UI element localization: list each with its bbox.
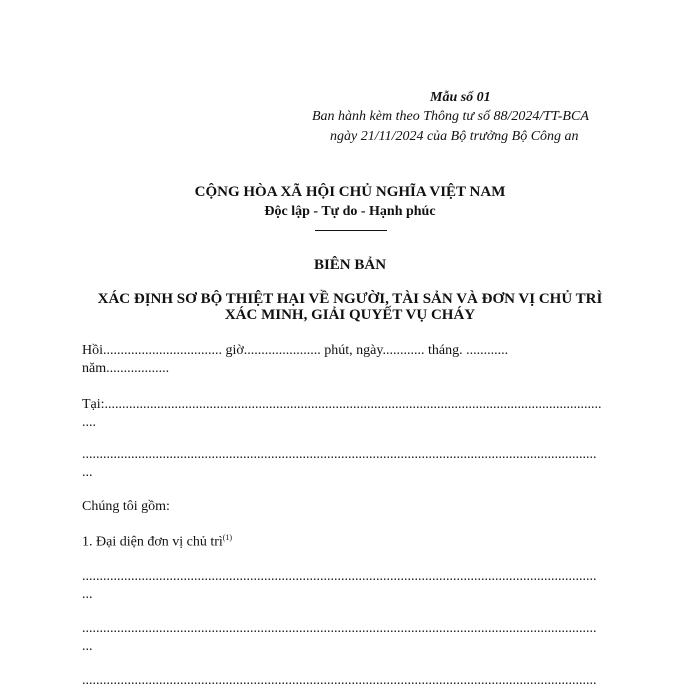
motto-underline: [315, 230, 387, 231]
fill-line: ...: [82, 587, 93, 602]
place-field-line-1: Tại:..............................................................................................................................................: [82, 397, 602, 412]
fill-line: ...................................................................................................................................................: [82, 673, 597, 688]
footnote-marker: (1): [222, 533, 233, 542]
fill-line: ...: [82, 639, 93, 654]
members-intro: Chúng tôi gồm:: [82, 499, 170, 514]
form-code: Mẫu số 01: [430, 90, 491, 105]
place-field-line-3: ...................................................................................................................................................: [82, 447, 597, 462]
national-name: CỘNG HÒA XÃ HỘI CHỦ NGHĨA VIỆT NAM: [194, 184, 506, 200]
time-field-line-2: năm..................: [82, 361, 170, 376]
place-field-line-4: ...: [82, 465, 93, 480]
place-field-line-2: ....: [82, 415, 96, 430]
fill-line: ...................................................................................................................................................: [82, 569, 597, 584]
document-subject-line-1: XÁC ĐỊNH SƠ BỘ THIỆT HẠI VỀ NGƯỜI, TÀI SẢN VÀ ĐƠN VỊ CHỦ TRÌ: [97, 291, 603, 307]
document-title: BIÊN BẢN: [313, 257, 387, 273]
time-field-line-1: Hồi.................................. giờ...................... phút, ngày............ tháng. ............: [82, 343, 509, 358]
issuance-note-line-1: Ban hành kèm theo Thông tư số 88/2024/TT-BCA: [312, 109, 589, 124]
national-motto: Độc lập - Tự do - Hạnh phúc: [264, 204, 436, 219]
document-subject-line-2: XÁC MINH, GIẢI QUYẾT VỤ CHÁY: [224, 307, 476, 323]
section-1-label: 1. Đại diện đơn vị chủ trì: [82, 534, 223, 550]
fill-line: ...................................................................................................................................................: [82, 621, 597, 636]
issuance-note-line-2: ngày 21/11/2024 của Bộ trưởng Bộ Công an: [330, 129, 579, 144]
section-1-heading: [82, 533, 232, 551]
